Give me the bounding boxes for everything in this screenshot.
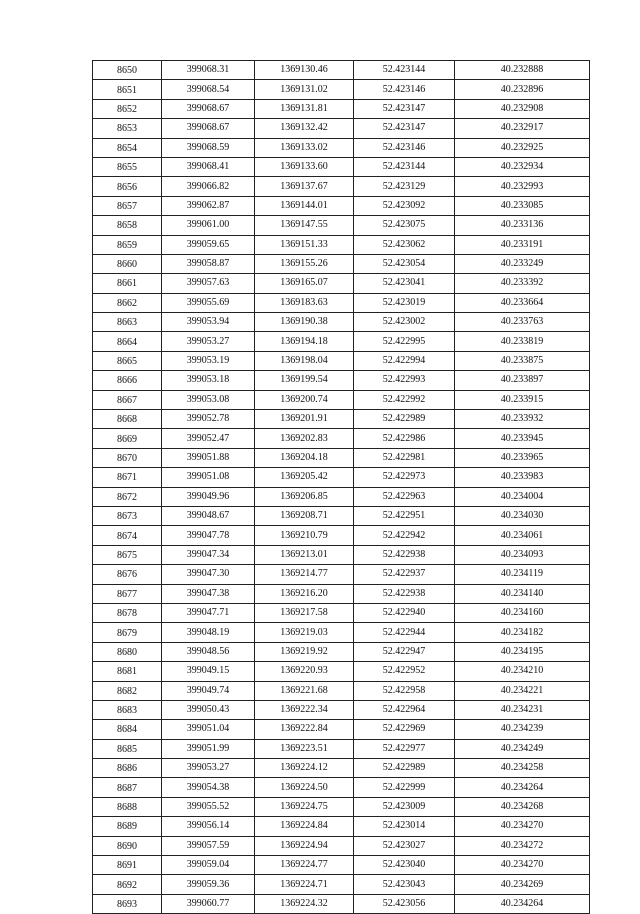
longitude-cell: 40.234119 [455,565,590,584]
y-coordinate-cell: 1369224.94 [255,836,354,855]
latitude-cell: 52.422952 [354,662,455,681]
y-coordinate-cell: 1369206.85 [255,487,354,506]
latitude-cell: 52.423027 [354,836,455,855]
longitude-cell: 40.234272 [455,836,590,855]
x-coordinate-cell: 399053.19 [162,351,255,370]
latitude-cell: 52.423147 [354,99,455,118]
point-number-cell: 8653 [93,119,162,138]
y-coordinate-cell: 1369201.91 [255,410,354,429]
x-coordinate-cell: 399052.47 [162,429,255,448]
x-coordinate-cell: 399047.78 [162,526,255,545]
y-coordinate-cell: 1369224.75 [255,797,354,816]
latitude-cell: 52.422989 [354,759,455,778]
table-row [93,662,590,681]
y-coordinate-cell: 1369208.71 [255,506,354,525]
longitude-cell: 40.233819 [455,332,590,351]
y-coordinate-cell: 1369224.32 [255,894,354,913]
longitude-cell: 40.232908 [455,99,590,118]
longitude-cell: 40.232896 [455,80,590,99]
point-number-cell: 8688 [93,797,162,816]
longitude-cell: 40.234140 [455,584,590,603]
y-coordinate-cell: 1369202.83 [255,429,354,448]
point-number-cell: 8677 [93,584,162,603]
y-coordinate-cell: 1369147.55 [255,216,354,235]
point-number-cell: 8665 [93,351,162,370]
table-row [93,545,590,564]
point-number-cell: 8693 [93,894,162,913]
latitude-cell: 52.422995 [354,332,455,351]
y-coordinate-cell: 1369194.18 [255,332,354,351]
point-number-cell: 8679 [93,623,162,642]
y-coordinate-cell: 1369222.34 [255,700,354,719]
latitude-cell: 52.423129 [354,177,455,196]
table-row [93,700,590,719]
x-coordinate-cell: 399057.59 [162,836,255,855]
y-coordinate-cell: 1369219.03 [255,623,354,642]
y-coordinate-cell: 1369216.20 [255,584,354,603]
table-row [93,506,590,525]
table-row [93,603,590,622]
y-coordinate-cell: 1369199.54 [255,371,354,390]
x-coordinate-cell: 399055.69 [162,293,255,312]
latitude-cell: 52.422938 [354,545,455,564]
point-number-cell: 8660 [93,254,162,273]
y-coordinate-cell: 1369220.93 [255,662,354,681]
table-row [93,157,590,176]
latitude-cell: 52.422986 [354,429,455,448]
y-coordinate-cell: 1369224.50 [255,778,354,797]
table-row [93,623,590,642]
x-coordinate-cell: 399059.04 [162,856,255,875]
x-coordinate-cell: 399054.38 [162,778,255,797]
longitude-cell: 40.234061 [455,526,590,545]
latitude-cell: 52.422981 [354,448,455,467]
table-row [93,313,590,332]
table-row [93,720,590,739]
latitude-cell: 52.423043 [354,875,455,894]
y-coordinate-cell: 1369198.04 [255,351,354,370]
x-coordinate-cell: 399047.30 [162,565,255,584]
x-coordinate-cell: 399051.99 [162,739,255,758]
point-number-cell: 8669 [93,429,162,448]
y-coordinate-cell: 1369210.79 [255,526,354,545]
table-row [93,196,590,215]
longitude-cell: 40.233915 [455,390,590,409]
y-coordinate-cell: 1369214.77 [255,565,354,584]
y-coordinate-cell: 1369223.51 [255,739,354,758]
table-row [93,235,590,254]
longitude-cell: 40.233392 [455,274,590,293]
longitude-cell: 40.234004 [455,487,590,506]
latitude-cell: 52.423075 [354,216,455,235]
table-row [93,61,590,80]
y-coordinate-cell: 1369200.74 [255,390,354,409]
point-number-cell: 8692 [93,875,162,894]
table-row [93,293,590,312]
y-coordinate-cell: 1369155.26 [255,254,354,273]
table-row [93,759,590,778]
longitude-cell: 40.234264 [455,894,590,913]
x-coordinate-cell: 399057.63 [162,274,255,293]
longitude-cell: 40.233763 [455,313,590,332]
x-coordinate-cell: 399047.38 [162,584,255,603]
y-coordinate-cell: 1369183.63 [255,293,354,312]
latitude-cell: 52.422969 [354,720,455,739]
x-coordinate-cell: 399049.15 [162,662,255,681]
x-coordinate-cell: 399049.74 [162,681,255,700]
coordinates-table [92,60,590,914]
point-number-cell: 8656 [93,177,162,196]
x-coordinate-cell: 399047.34 [162,545,255,564]
x-coordinate-cell: 399068.59 [162,138,255,157]
longitude-cell: 40.232934 [455,157,590,176]
point-number-cell: 8668 [93,410,162,429]
y-coordinate-cell: 1369130.46 [255,61,354,80]
longitude-cell: 40.234182 [455,623,590,642]
point-number-cell: 8687 [93,778,162,797]
table-row [93,274,590,293]
x-coordinate-cell: 399053.08 [162,390,255,409]
y-coordinate-cell: 1369213.01 [255,545,354,564]
longitude-cell: 40.234210 [455,662,590,681]
point-number-cell: 8680 [93,642,162,661]
x-coordinate-cell: 399055.52 [162,797,255,816]
table-row [93,351,590,370]
y-coordinate-cell: 1369144.01 [255,196,354,215]
x-coordinate-cell: 399059.36 [162,875,255,894]
latitude-cell: 52.422999 [354,778,455,797]
latitude-cell: 52.422964 [354,700,455,719]
latitude-cell: 52.423002 [354,313,455,332]
table-row [93,448,590,467]
longitude-cell: 40.233136 [455,216,590,235]
table-row [93,119,590,138]
point-number-cell: 8681 [93,662,162,681]
y-coordinate-cell: 1369224.71 [255,875,354,894]
longitude-cell: 40.234268 [455,797,590,816]
table-row [93,332,590,351]
point-number-cell: 8691 [93,856,162,875]
table-row [93,565,590,584]
table-body [93,61,590,914]
x-coordinate-cell: 399048.67 [162,506,255,525]
longitude-cell: 40.232925 [455,138,590,157]
table-row [93,817,590,836]
longitude-cell: 40.234270 [455,856,590,875]
latitude-cell: 52.422992 [354,390,455,409]
x-coordinate-cell: 399068.31 [162,61,255,80]
y-coordinate-cell: 1369205.42 [255,468,354,487]
latitude-cell: 52.422937 [354,565,455,584]
point-number-cell: 8674 [93,526,162,545]
point-number-cell: 8678 [93,603,162,622]
latitude-cell: 52.423144 [354,157,455,176]
x-coordinate-cell: 399051.04 [162,720,255,739]
y-coordinate-cell: 1369133.02 [255,138,354,157]
latitude-cell: 52.423041 [354,274,455,293]
latitude-cell: 52.422938 [354,584,455,603]
y-coordinate-cell: 1369190.38 [255,313,354,332]
latitude-cell: 52.423019 [354,293,455,312]
table-row [93,642,590,661]
x-coordinate-cell: 399068.41 [162,157,255,176]
y-coordinate-cell: 1369224.12 [255,759,354,778]
x-coordinate-cell: 399068.54 [162,80,255,99]
latitude-cell: 52.423009 [354,797,455,816]
point-number-cell: 8676 [93,565,162,584]
point-number-cell: 8664 [93,332,162,351]
point-number-cell: 8673 [93,506,162,525]
x-coordinate-cell: 399059.65 [162,235,255,254]
latitude-cell: 52.422977 [354,739,455,758]
latitude-cell: 52.422940 [354,603,455,622]
point-number-cell: 8667 [93,390,162,409]
point-number-cell: 8682 [93,681,162,700]
y-coordinate-cell: 1369221.68 [255,681,354,700]
y-coordinate-cell: 1369224.77 [255,856,354,875]
x-coordinate-cell: 399048.56 [162,642,255,661]
table-row [93,487,590,506]
point-number-cell: 8655 [93,157,162,176]
x-coordinate-cell: 399068.67 [162,119,255,138]
latitude-cell: 52.422973 [354,468,455,487]
point-number-cell: 8650 [93,61,162,80]
point-number-cell: 8690 [93,836,162,855]
x-coordinate-cell: 399068.67 [162,99,255,118]
longitude-cell: 40.234239 [455,720,590,739]
longitude-cell: 40.234030 [455,506,590,525]
latitude-cell: 52.422963 [354,487,455,506]
latitude-cell: 52.423147 [354,119,455,138]
longitude-cell: 40.233191 [455,235,590,254]
table-row [93,371,590,390]
x-coordinate-cell: 399048.19 [162,623,255,642]
table-row [93,584,590,603]
point-number-cell: 8671 [93,468,162,487]
latitude-cell: 52.423056 [354,894,455,913]
longitude-cell: 40.233965 [455,448,590,467]
point-number-cell: 8654 [93,138,162,157]
point-number-cell: 8666 [93,371,162,390]
x-coordinate-cell: 399061.00 [162,216,255,235]
x-coordinate-cell: 399066.82 [162,177,255,196]
longitude-cell: 40.234231 [455,700,590,719]
y-coordinate-cell: 1369132.42 [255,119,354,138]
latitude-cell: 52.422994 [354,351,455,370]
x-coordinate-cell: 399060.77 [162,894,255,913]
point-number-cell: 8684 [93,720,162,739]
table-row [93,797,590,816]
x-coordinate-cell: 399047.71 [162,603,255,622]
longitude-cell: 40.233932 [455,410,590,429]
table-row [93,856,590,875]
x-coordinate-cell: 399049.96 [162,487,255,506]
x-coordinate-cell: 399062.87 [162,196,255,215]
table-row [93,99,590,118]
table-row [93,390,590,409]
longitude-cell: 40.233945 [455,429,590,448]
latitude-cell: 52.423146 [354,138,455,157]
point-number-cell: 8661 [93,274,162,293]
latitude-cell: 52.423014 [354,817,455,836]
table-row [93,526,590,545]
table-row [93,778,590,797]
latitude-cell: 52.423144 [354,61,455,80]
x-coordinate-cell: 399053.27 [162,332,255,351]
table-row [93,138,590,157]
y-coordinate-cell: 1369165.07 [255,274,354,293]
longitude-cell: 40.233897 [455,371,590,390]
table-row [93,254,590,273]
y-coordinate-cell: 1369219.92 [255,642,354,661]
latitude-cell: 52.423146 [354,80,455,99]
point-number-cell: 8657 [93,196,162,215]
point-number-cell: 8658 [93,216,162,235]
y-coordinate-cell: 1369131.02 [255,80,354,99]
point-number-cell: 8659 [93,235,162,254]
latitude-cell: 52.422993 [354,371,455,390]
point-number-cell: 8651 [93,80,162,99]
latitude-cell: 52.422989 [354,410,455,429]
longitude-cell: 40.232917 [455,119,590,138]
table-row [93,216,590,235]
table-row [93,429,590,448]
table-row [93,836,590,855]
point-number-cell: 8662 [93,293,162,312]
longitude-cell: 40.234221 [455,681,590,700]
latitude-cell: 52.423062 [354,235,455,254]
longitude-cell: 40.232993 [455,177,590,196]
point-number-cell: 8686 [93,759,162,778]
x-coordinate-cell: 399053.27 [162,759,255,778]
y-coordinate-cell: 1369217.58 [255,603,354,622]
longitude-cell: 40.234269 [455,875,590,894]
longitude-cell: 40.232888 [455,61,590,80]
y-coordinate-cell: 1369137.67 [255,177,354,196]
y-coordinate-cell: 1369151.33 [255,235,354,254]
point-number-cell: 8652 [93,99,162,118]
longitude-cell: 40.234270 [455,817,590,836]
point-number-cell: 8663 [93,313,162,332]
x-coordinate-cell: 399058.87 [162,254,255,273]
latitude-cell: 52.423054 [354,254,455,273]
point-number-cell: 8689 [93,817,162,836]
y-coordinate-cell: 1369222.84 [255,720,354,739]
x-coordinate-cell: 399053.18 [162,371,255,390]
table-row [93,80,590,99]
table-row [93,681,590,700]
longitude-cell: 40.233085 [455,196,590,215]
y-coordinate-cell: 1369133.60 [255,157,354,176]
table-row [93,177,590,196]
longitude-cell: 40.233983 [455,468,590,487]
longitude-cell: 40.233249 [455,254,590,273]
table-row [93,875,590,894]
y-coordinate-cell: 1369131.81 [255,99,354,118]
x-coordinate-cell: 399050.43 [162,700,255,719]
longitude-cell: 40.233875 [455,351,590,370]
point-number-cell: 8672 [93,487,162,506]
latitude-cell: 52.422944 [354,623,455,642]
longitude-cell: 40.233664 [455,293,590,312]
x-coordinate-cell: 399052.78 [162,410,255,429]
y-coordinate-cell: 1369224.84 [255,817,354,836]
x-coordinate-cell: 399051.88 [162,448,255,467]
latitude-cell: 52.422947 [354,642,455,661]
x-coordinate-cell: 399053.94 [162,313,255,332]
table-row [93,894,590,913]
latitude-cell: 52.422958 [354,681,455,700]
point-number-cell: 8683 [93,700,162,719]
point-number-cell: 8670 [93,448,162,467]
longitude-cell: 40.234160 [455,603,590,622]
y-coordinate-cell: 1369204.18 [255,448,354,467]
latitude-cell: 52.422951 [354,506,455,525]
table-row [93,468,590,487]
table-row [93,739,590,758]
table-row [93,410,590,429]
x-coordinate-cell: 399056.14 [162,817,255,836]
longitude-cell: 40.234249 [455,739,590,758]
latitude-cell: 52.422942 [354,526,455,545]
longitude-cell: 40.234195 [455,642,590,661]
latitude-cell: 52.423092 [354,196,455,215]
latitude-cell: 52.423040 [354,856,455,875]
longitude-cell: 40.234264 [455,778,590,797]
x-coordinate-cell: 399051.08 [162,468,255,487]
point-number-cell: 8675 [93,545,162,564]
longitude-cell: 40.234093 [455,545,590,564]
point-number-cell: 8685 [93,739,162,758]
longitude-cell: 40.234258 [455,759,590,778]
